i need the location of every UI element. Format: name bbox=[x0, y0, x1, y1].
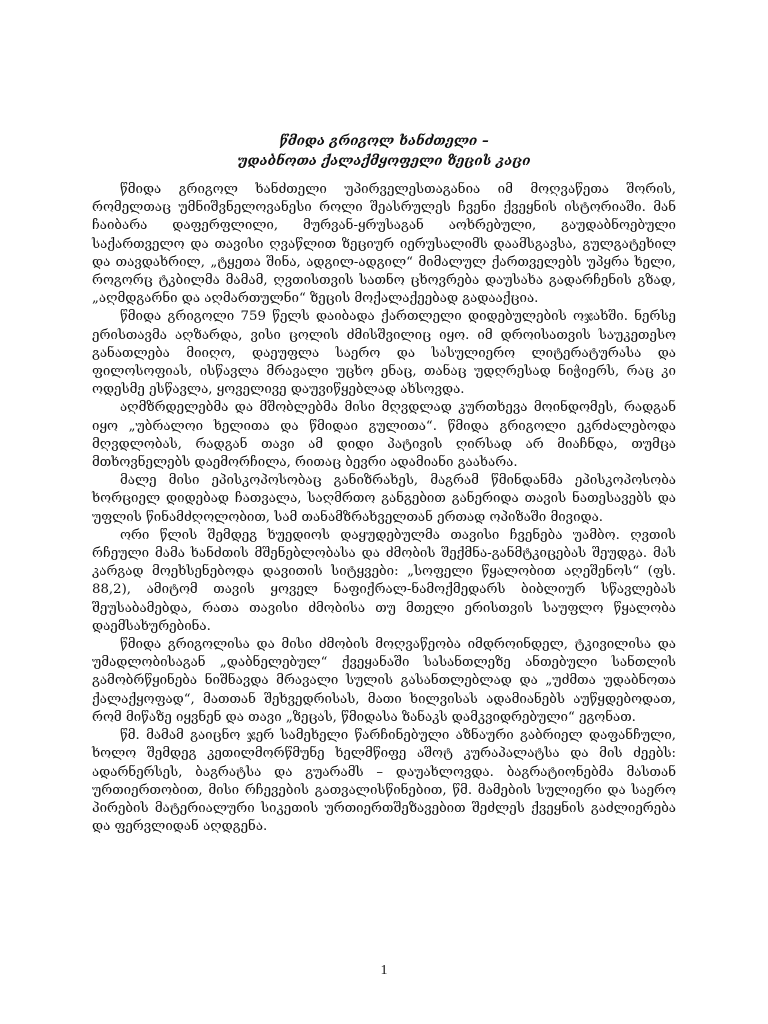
paragraph-5: ორი წლის შემდეგ ხუედიოს დაყუდებულმა თავისი ჩვენება უამბო. ღვთის რჩეული მამა ხანძთის მშენებლობასა და ძმობის შექმნა-განმტკიცებას შეუდგა. მას კარგად მოეხსენებოდა დავითის სიტყვები: „სოფელი წყალობით აღეშენოს“ (ფს. 88,2), ამიტომ თავის ყოველ ნაფიქრალ-ნამოქმედარს ბიბლიურ სწავლებას შეუსაბამებდა, რათა თავისი ძმობისა თუ მთელი ერისთვის საუფლო წყალობა დაემსახურებინა. bbox=[92, 527, 676, 634]
paragraph-2: წმიდა გრიგოლი 759 წელს დაიბადა ქართლელი დიდებულების ოჯახში. ნერსე ერისთავმა აღზარდა, ვისი ცოლის ძმისშვილიც იყო. იმ დროისათვის საუკეთესო განათლება მიიღო, დაეუფლა საერო და სასულიერო ლიტერატურასა და ფილოსოფიას, ისწავლა მრავალი უცხო ენაც, თანაც უდღრესად ნიჭიერს, რაც კი ოდესმე ესწავლა, ყოველივე დაუვიწყებლად ახსოვდა. bbox=[92, 309, 676, 398]
paragraph-7: წმ. მამამ გაიცნო ჯერ სამეხელი წარჩინებული აზნაური გაბრიელ დაფანჩული, ხოლო შემდეგ კეთილმორწმუნე ხელმწიფე აშოტ კურაპალატსა და მის ძეებს: ადარნერსეს, ბაგრატსა და გუარამს – დაუახლოვდა. ბაგრატიონებმა მასთან ურთიერთობით, მისი რჩევების გათვალისწინებით, წმ. მამების სულიერი და საერო პირების მატერიალური სიკეთის ურთიერთშეზავებით შეძლეს ქვეყნის გაძლიერება და ფერვლიდან აღდგენა. bbox=[92, 728, 676, 835]
title-line-2: უდაბნოთა ქალაქმყოფელი ზეცის კაცი bbox=[237, 153, 531, 169]
paragraph-1: წმიდა გრიგოლ ხანძთელი უპირველესთაგანია იმ მოღვაწეთა შორის, რომელთაც უმნიშვნელოვანესი როლი შეასრულეს ჩვენი ქვეყნის ისტორიაში. მან ჩაიბარა დაფერფლილი, მურვან-ყრუსაგან აოხრებული, გაუდაბნოებული საქართველო და თავისი ღვაწლით ზეციურ იერუსალიმს დაამსგავსა, გულგატეხილ და თავდახრილ, „ტყეთა შინა, ადგილ-ადგილ“ მიმალულ ქართველებს უპყრა ხელი, როგორც ტკბილმა მამამ, ღვთისთვის სათნო ცხოვრება დაუსახა გადარჩენის გზად, „აღმდგარნი და აღმართულნი“ ზეცის მოქალაქეებად გადააქცია. bbox=[92, 182, 676, 307]
title-line-1: წმიდა გრიგოლ ხანძთელი – bbox=[279, 133, 489, 149]
page-number: 1 bbox=[380, 963, 388, 978]
paragraph-6: წმიდა გრიგოლისა და მისი ძმობის მოღვაწეობა იმდროინდელ, ტკივილისა და უმადლობისაგან „დაბნელებულ“ ქვეყანაში სასანთლეზე ანთებული სანთლის გამობრწყინება ნიშნავდა მრავალი სულის გასანთლებლად და „უძმთა უდაბნოთა ქალაქყოფად“, მათთან შეხვედრისას, მათი ხილვისას ადამიანებს აუწყდებოდათ, რომ მიწაზე იყვნენ და თავი „ზეცას, წმიდასა ზანაკს დამკვიდრებული“ ეგონათ. bbox=[92, 637, 676, 725]
paragraph-3: აღმზრდელებმა და მშობლებმა მისი მღვდლად კურთხევა მოინდომეს, რადგან იყო „უბრალოი ხელითა და წმიდაი გულითა“. წმიდა გრიგოლი ეკრძალებოდა მღვდლობას, რადგან თავი ამ დიდი პატივის ღირსად არ მიაჩნდა, თუმცა მთხოვნელებს დაემორჩილა, რითაც ბევრი ადამიანი გაახარა. bbox=[92, 400, 676, 471]
paragraph-4: მალე მისი ეპისკოპოსობაც განიზრახეს, მაგრამ წმინდანმა ეპისკოპოსობა ხორციელ დიდებად ჩათვალა, საღმრთო განგებით განერიდა თავის ნათესავებს და უფლის წინამძღოლობით, სამ თანამზრახველთან ერთად ოპიზაში მივიდა. bbox=[92, 473, 676, 525]
body-text bbox=[92, 181, 676, 836]
page-title bbox=[0, 131, 768, 171]
